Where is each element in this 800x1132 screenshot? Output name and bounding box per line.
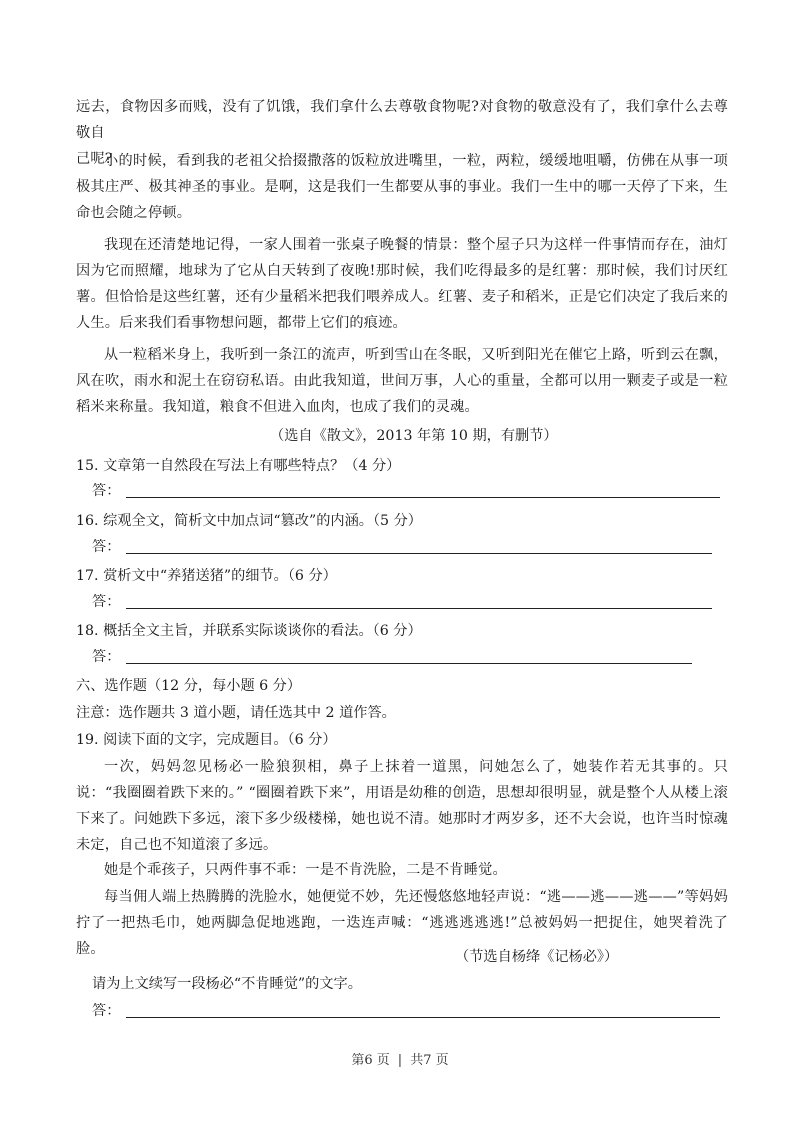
passage-paragraph-1: 一次，妈妈忽见杨必一脸狼狈相，鼻子上抹着一道黑，问她怎么了，她装作若无其事的。只说：“我圈圈着跌下来的。” “圈圈着跌下来”，用语是幼稚的创造，思想却很明显，就是整个人从楼上滚下来了。问她跌下多远，滚下多少级楼梯，她也说不清。她那时才两岁多，还不大会说，也许当时惊魂未定，自己也不知道滚了多远。 <box>76 759 728 853</box>
question-18: 18. 概括全文主旨，并联系实际谈谈你的看法。（6 分） <box>76 623 422 639</box>
answer-17 <box>92 591 712 611</box>
question-19-prompt: 请为上文续写一段杨必“不肯睡觉”的文字。 <box>92 976 362 992</box>
answer-label: 答： <box>92 649 121 665</box>
answer-15 <box>92 480 720 500</box>
answer-label: 答： <box>92 539 121 555</box>
page-total: 共7 页 <box>410 1053 449 1068</box>
answer-label: 答： <box>92 594 121 610</box>
passage-paragraph-3: 每当佣人端上热腾腾的洗脸水，她便觉不妙，先还慢悠悠地轻声说：“逃——逃——逃——”等妈妈拧了一把热毛巾，她两脚急促地逃跑，一迭连声喊：“逃逃逃逃逃!”总被妈妈一把捉住，她哭着洗了脸。 <box>76 889 728 957</box>
section-6-heading: 六、选作题（12 分，每小题 6 分） <box>76 678 302 694</box>
question-17: 17. 赏析文中“养猪送猪”的细节。（6 分） <box>76 568 337 584</box>
page-footer <box>0 1049 800 1068</box>
page-number: 第6 页 <box>351 1053 390 1068</box>
answer-19-line[interactable] <box>126 1016 720 1018</box>
answer-19 <box>92 1000 720 1020</box>
answer-label: 答： <box>92 1003 121 1019</box>
answer-16-line[interactable] <box>126 552 712 554</box>
passage-source: （节选自杨绛《记杨必》） <box>455 949 619 965</box>
footer-separator: | <box>397 1053 403 1068</box>
answer-18-line[interactable] <box>126 662 692 664</box>
article-source: （选自《散文》，2013 年第 10 期，有删节） <box>270 428 558 444</box>
question-15: 15. 文章第一自然段在写法上有哪些特点？（4 分） <box>76 458 401 474</box>
article-paragraph-1-continued: 远去，食物因多而贱，没有了饥饿，我们拿什么去尊敬食物呢?对食物的敬意没有了，我们拿什么去尊敬自 己呢? <box>76 99 728 167</box>
article-paragraph-3: 我现在还清楚地记得，一家人围着一张桌子晚餐的情景：整个屋子只为这样一件事情而存在，油灯因为它而照耀，地球为了它从白天转到了夜晚!那时候，我们吃得最多的是红薯：那时候，我们讨厌红薯。但恰恰是这些红薯，还有少量稻米把我们喂养成人。红薯、麦子和稻米，正是它们决定了我后来的人生。后来我们看事物想问题，都带上它们的痕迹。 <box>76 237 728 331</box>
answer-18 <box>92 646 692 666</box>
answer-label: 答： <box>92 483 121 499</box>
answer-16 <box>92 536 712 556</box>
question-16: 16. 综观全文，简析文中加点词“篡改”的内涵。（5 分） <box>76 513 422 529</box>
section-6-note: 注意：选作题共 3 道小题，请任选其中 2 道作答。 <box>76 705 396 721</box>
question-19: 19. 阅读下面的文字，完成题目。（6 分） <box>76 732 337 748</box>
article-paragraph-4: 从一粒稻米身上，我听到一条江的流声，听到雪山在冬眠，又听到阳光在催它上路，听到云在飘，风在吹，雨水和泥土在窃窃私语。由此我知道，世间万事，人心的重量，全都可以用一颗麦子或是一粒稻米来称量。我知道，粮食不但进入血肉，也成了我们的灵魂。 <box>76 347 728 415</box>
article-paragraph-2: 小的时候，看到我的老祖父拾掇撒落的饭粒放进嘴里，一粒，两粒，缓缓地咀嚼，仿佛在从事一项极其庄严、极其神圣的事业。是啊，这是我们一生都要从事的事业。我们一生中的哪一天停了下来，生命也会随之停顿。 <box>76 153 728 221</box>
answer-17-line[interactable] <box>126 607 712 609</box>
passage-paragraph-2: 她是个乖孩子，只两件事不乖：一是不肯洗脸，二是不肯睡觉。 <box>104 862 507 878</box>
answer-15-line[interactable] <box>126 496 720 498</box>
